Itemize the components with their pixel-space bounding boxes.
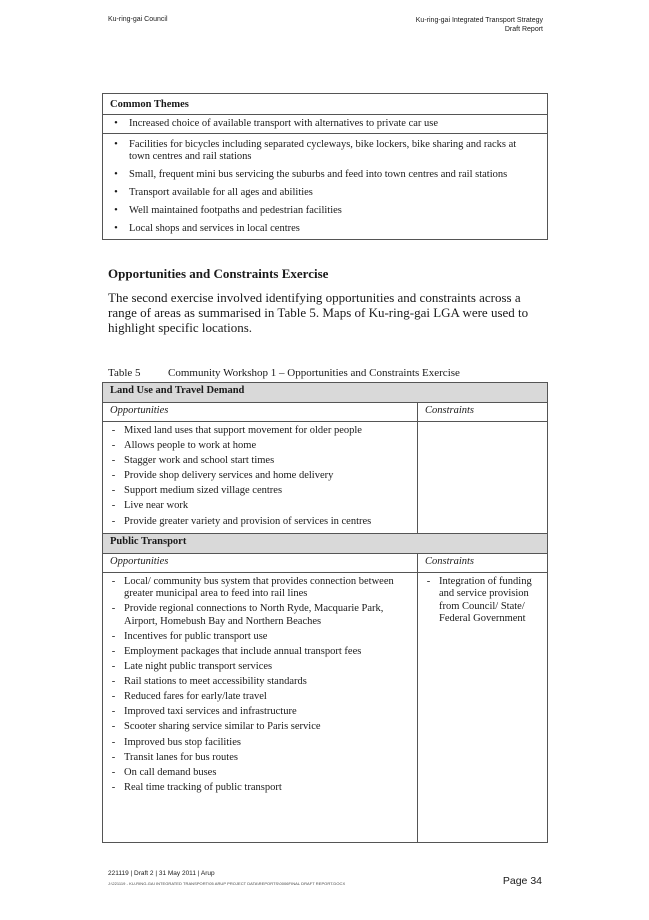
bullet-icon: • bbox=[114, 187, 118, 198]
dash-icon: - bbox=[111, 500, 116, 512]
footer-doc-info: 221119 | Draft 2 | 31 May 2011 | Arup bbox=[108, 870, 215, 877]
dash-icon: - bbox=[111, 691, 116, 703]
dash-icon: - bbox=[111, 630, 116, 642]
dash-icon: - bbox=[111, 603, 116, 615]
table-caption bbox=[108, 367, 460, 379]
list-item: - Rail stations to meet accessibility standards bbox=[103, 676, 417, 689]
list-item: - Real time tracking of public transport bbox=[103, 782, 417, 795]
dash-icon: - bbox=[111, 575, 116, 587]
opportunities-constraints-table bbox=[102, 382, 548, 843]
bullet-icon: • bbox=[114, 169, 118, 180]
header-right bbox=[416, 16, 543, 34]
dash-icon: - bbox=[111, 676, 116, 688]
dash-icon: - bbox=[426, 575, 431, 587]
theme-item: • Small, frequent mini bus servicing the suburbs and feed into town centres and rail stations bbox=[103, 165, 547, 183]
list-item: - Provide regional connections to North Ryde, Macquarie Park, Airport, Homebush Bay and Northern Beaches bbox=[103, 603, 417, 628]
list-item: - Incentives for public transport use bbox=[103, 631, 417, 644]
table-number: Table 5 bbox=[108, 367, 141, 379]
section-title-land-use: Land Use and Travel Demand bbox=[103, 383, 548, 403]
list-item: - Employment packages that include annual transport fees bbox=[103, 646, 417, 659]
list-item: - Improved taxi services and infrastructure bbox=[103, 706, 417, 719]
dash-icon: - bbox=[111, 425, 116, 436]
table-title: Community Workshop 1 – Opportunities and Constraints Exercise bbox=[168, 367, 460, 379]
list-item: - Provide greater variety and provision of services in centres bbox=[103, 516, 417, 529]
list-item: - On call demand buses bbox=[103, 767, 417, 780]
header-title: Ku-ring-gai Integrated Transport Strategy bbox=[415, 17, 543, 24]
land-use-opportunities bbox=[103, 422, 418, 534]
list-item: - Improved bus stop facilities bbox=[103, 737, 417, 750]
page-number: Page 34 bbox=[502, 875, 542, 887]
list-item: - Support medium sized village centres bbox=[103, 485, 417, 498]
public-transport-constraints bbox=[418, 572, 548, 842]
dash-icon: - bbox=[111, 781, 116, 793]
common-themes-title: Common Themes bbox=[103, 94, 548, 115]
dash-icon: - bbox=[111, 706, 116, 718]
list-item: - Stagger work and school start times bbox=[103, 455, 417, 468]
section-heading: Opportunities and Constraints Exercise bbox=[108, 266, 329, 281]
list-item: - Provide shop delivery services and home delivery bbox=[103, 470, 417, 483]
list-item: - Allows people to work at home bbox=[103, 440, 417, 453]
list-item: - Mixed land uses that support movement for older people bbox=[103, 425, 417, 438]
theme-item: • Increased choice of available transport with alternatives to private car use bbox=[103, 115, 547, 133]
theme-item: • Well maintained footpaths and pedestrian facilities bbox=[103, 201, 547, 219]
list-item: - Transit lanes for bus routes bbox=[103, 752, 417, 765]
list-item: - Reduced fares for early/late travel bbox=[103, 691, 417, 704]
dash-icon: - bbox=[111, 470, 116, 482]
constraints-header: Constraints bbox=[418, 403, 548, 422]
footer-file-path: J:\221119 - KU-RING-GAI INTEGRATED TRANSPORT\05 ARUP PROJECT DATA\REPORTS\0006FINAL DRAFT REPORT.DOCX bbox=[108, 881, 346, 886]
public-transport-opportunities bbox=[103, 572, 418, 842]
section-title-public-transport: Public Transport bbox=[103, 533, 548, 553]
dash-icon: - bbox=[111, 736, 116, 748]
list-item: - Local/ community bus system that provides connection between greater municipal area to feed into rail lines bbox=[103, 576, 417, 601]
dash-icon: - bbox=[111, 766, 116, 778]
theme-item: • Transport available for all ages and abilities bbox=[103, 183, 547, 201]
land-use-constraints bbox=[418, 422, 548, 534]
opportunities-header: Opportunities bbox=[103, 403, 418, 422]
bullet-icon: • bbox=[114, 118, 118, 129]
dash-icon: - bbox=[111, 661, 116, 673]
theme-item: • Facilities for bicycles including separated cycleways, bike lockers, bike sharing and racks at town centres and rail stations bbox=[103, 137, 547, 165]
dash-icon: - bbox=[111, 751, 116, 763]
common-themes-table bbox=[102, 93, 548, 240]
header-left: Ku-ring-gai Council bbox=[108, 16, 168, 23]
dash-icon: - bbox=[111, 485, 116, 497]
list-item: - Scooter sharing service similar to Paris service bbox=[103, 721, 417, 734]
dash-icon: - bbox=[111, 645, 116, 657]
list-item: - Live near work bbox=[103, 500, 417, 513]
constraints-header: Constraints bbox=[418, 553, 548, 572]
bullet-icon: • bbox=[114, 223, 118, 234]
dash-icon: - bbox=[111, 515, 116, 527]
theme-item: • Local shops and services in local centres bbox=[103, 219, 547, 237]
dash-icon: - bbox=[111, 721, 116, 733]
opportunities-header: Opportunities bbox=[103, 553, 418, 572]
section-paragraph: The second exercise involved identifying opportunities and constraints across a range of areas as summarised in Table 5. Maps of Ku-ring-gai LGA were used to highlight specific locations. bbox=[108, 290, 529, 335]
dash-icon: - bbox=[111, 440, 116, 452]
bullet-icon: • bbox=[114, 139, 118, 150]
list-item: - Integration of funding and service provision from Council/ State/ Federal Government bbox=[418, 576, 547, 626]
header-subtitle: Draft Report bbox=[504, 26, 543, 33]
list-item: - Late night public transport services bbox=[103, 661, 417, 674]
bullet-icon: • bbox=[114, 205, 118, 216]
dash-icon: - bbox=[111, 455, 116, 467]
